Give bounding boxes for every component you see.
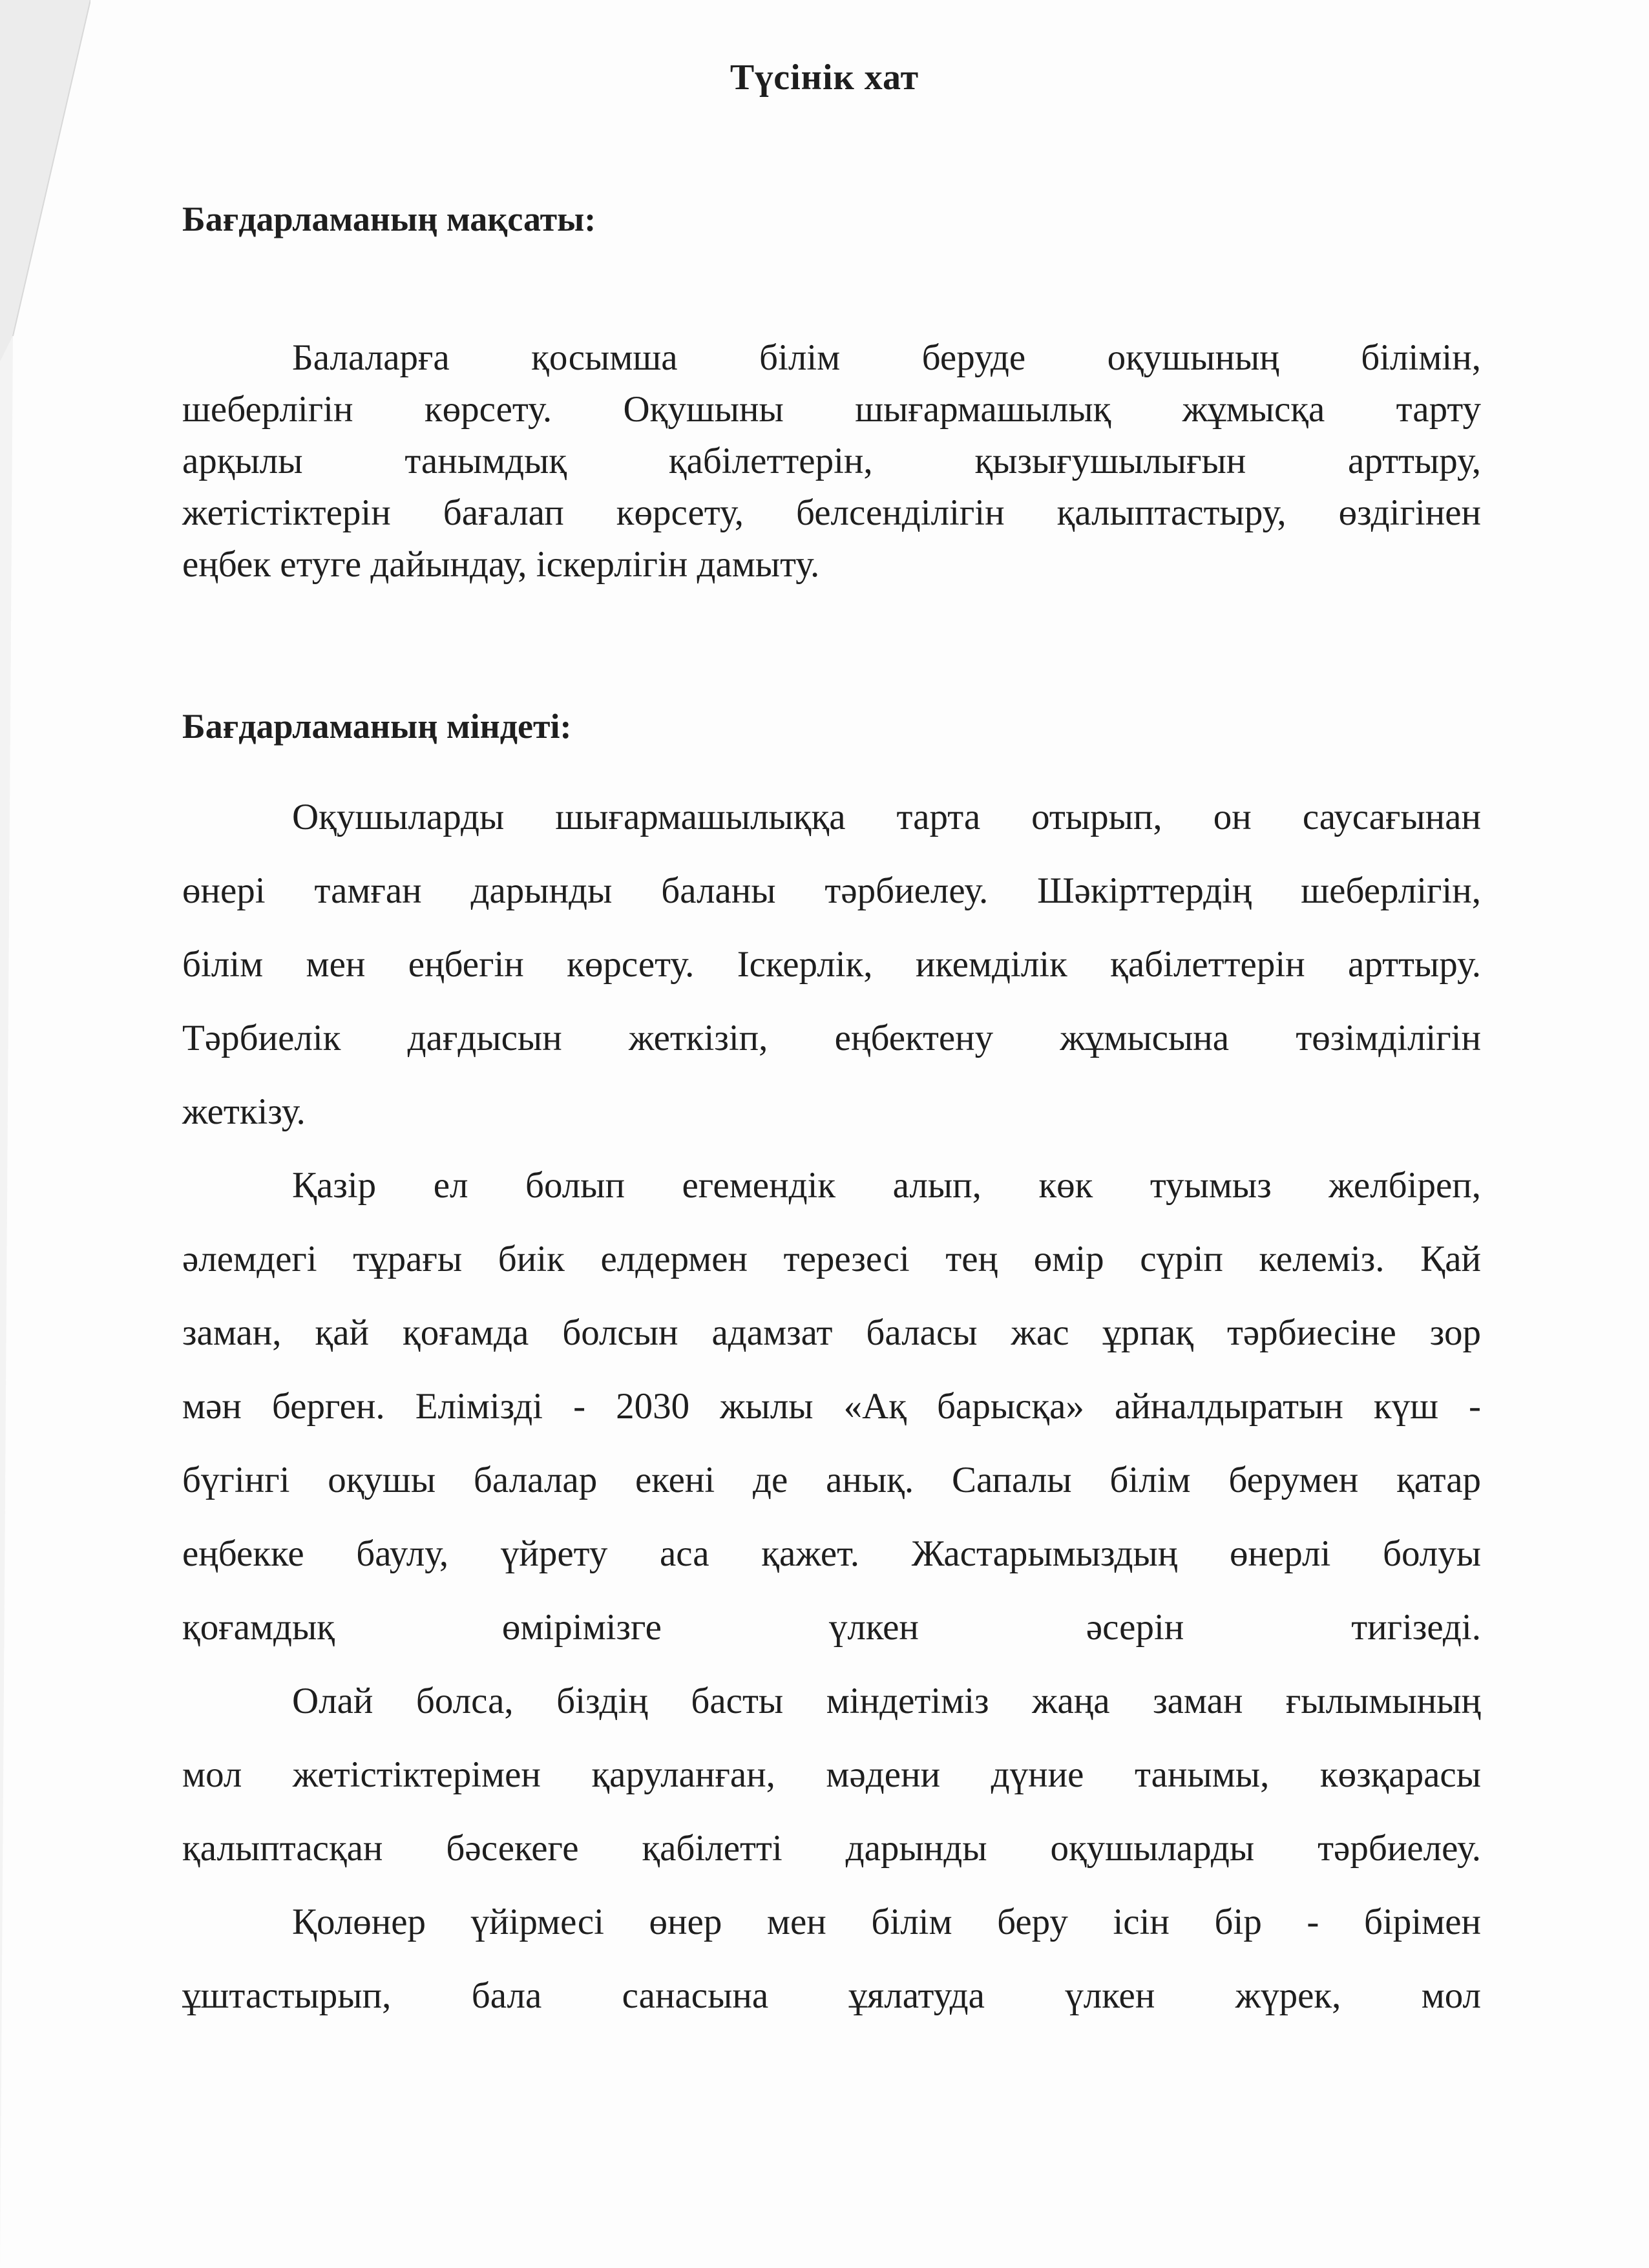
task-line: мән берген. Елімізді - 2030 жылы «Ақ барысқа» айналдыратын күш -	[182, 1386, 1481, 1427]
task-line: ұштастырып, бала санасына ұялатуда үлкен жүрек, мол	[182, 1975, 1481, 2016]
task-line: еңбекке баулу, үйрету аса қажет. Жастарымыздың өнерлі болуы	[182, 1533, 1481, 1574]
goal-line: шеберлігін көрсету. Оқушыны шығармашылық жұмысқа тарту	[182, 389, 1481, 430]
goal-line: еңбек етуге дайындау, іскерлігін дамыту.	[182, 544, 820, 585]
task-line: қалыптасқан бәсекеге қабілетті дарынды оқушыларды тәрбиелеу.	[182, 1828, 1481, 1869]
task-heading: Бағдарламаның міндеті:	[182, 707, 572, 746]
goal-line: жетістіктерін бағалап көрсету, белсенділігін қалыптастыру, өздігінен	[182, 492, 1481, 533]
task-line: білім мен еңбегін көрсету. Іскерлік, икемділік қабілеттерін арттыру.	[182, 944, 1481, 985]
task-line: әлемдегі тұрағы биік елдермен терезесі тең өмір сүріп келеміз. Қай	[182, 1239, 1481, 1279]
task-line: қоғамдық өмірімізге үлкен әсерін тигізеді.	[182, 1607, 1481, 1648]
task-line: Олай болса, біздің басты міндетіміз жаңа заман ғылымының	[292, 1681, 1481, 1721]
goal-paragraph	[182, 332, 1481, 591]
goal-line: Балаларға қосымша білім беруде оқушының білімін,	[292, 337, 1481, 378]
task-line: жеткізу.	[182, 1091, 306, 1132]
document-title: Түсінік хат	[730, 58, 919, 98]
task-line: бүгінгі оқушы балалар екені де анық. Сапалы білім берумен қатар	[182, 1460, 1481, 1500]
task-line: Оқушыларды шығармашылыққа тарта отырып, он саусағынан	[292, 797, 1481, 837]
task-line: өнері тамған дарынды баланы тәрбиелеу. Шәкірттердің шеберлігін,	[182, 870, 1481, 911]
goal-heading: Бағдарламаның мақсаты:	[182, 200, 596, 238]
task-line: Қазір ел болып егемендік алып, көк туымыз желбіреп,	[292, 1165, 1481, 1206]
goal-line: арқылы танымдық қабілеттерін, қызығушылығын арттыру,	[182, 441, 1481, 481]
task-line: мол жетістіктерімен қаруланған, мәдени дүние танымы, көзқарасы	[182, 1754, 1481, 1795]
task-line: заман, қай қоғамда болсын адамзат баласы жас ұрпақ тәрбиесіне зор	[182, 1312, 1481, 1353]
task-paragraphs	[182, 781, 1481, 2033]
task-line: Қолөнер үйірмесі өнер мен білім беру ісін бір - бірімен	[292, 1902, 1481, 1942]
task-line: Тәрбиелік дағдысын жеткізіп, еңбектену жұмысына төзімділігін	[182, 1018, 1481, 1058]
